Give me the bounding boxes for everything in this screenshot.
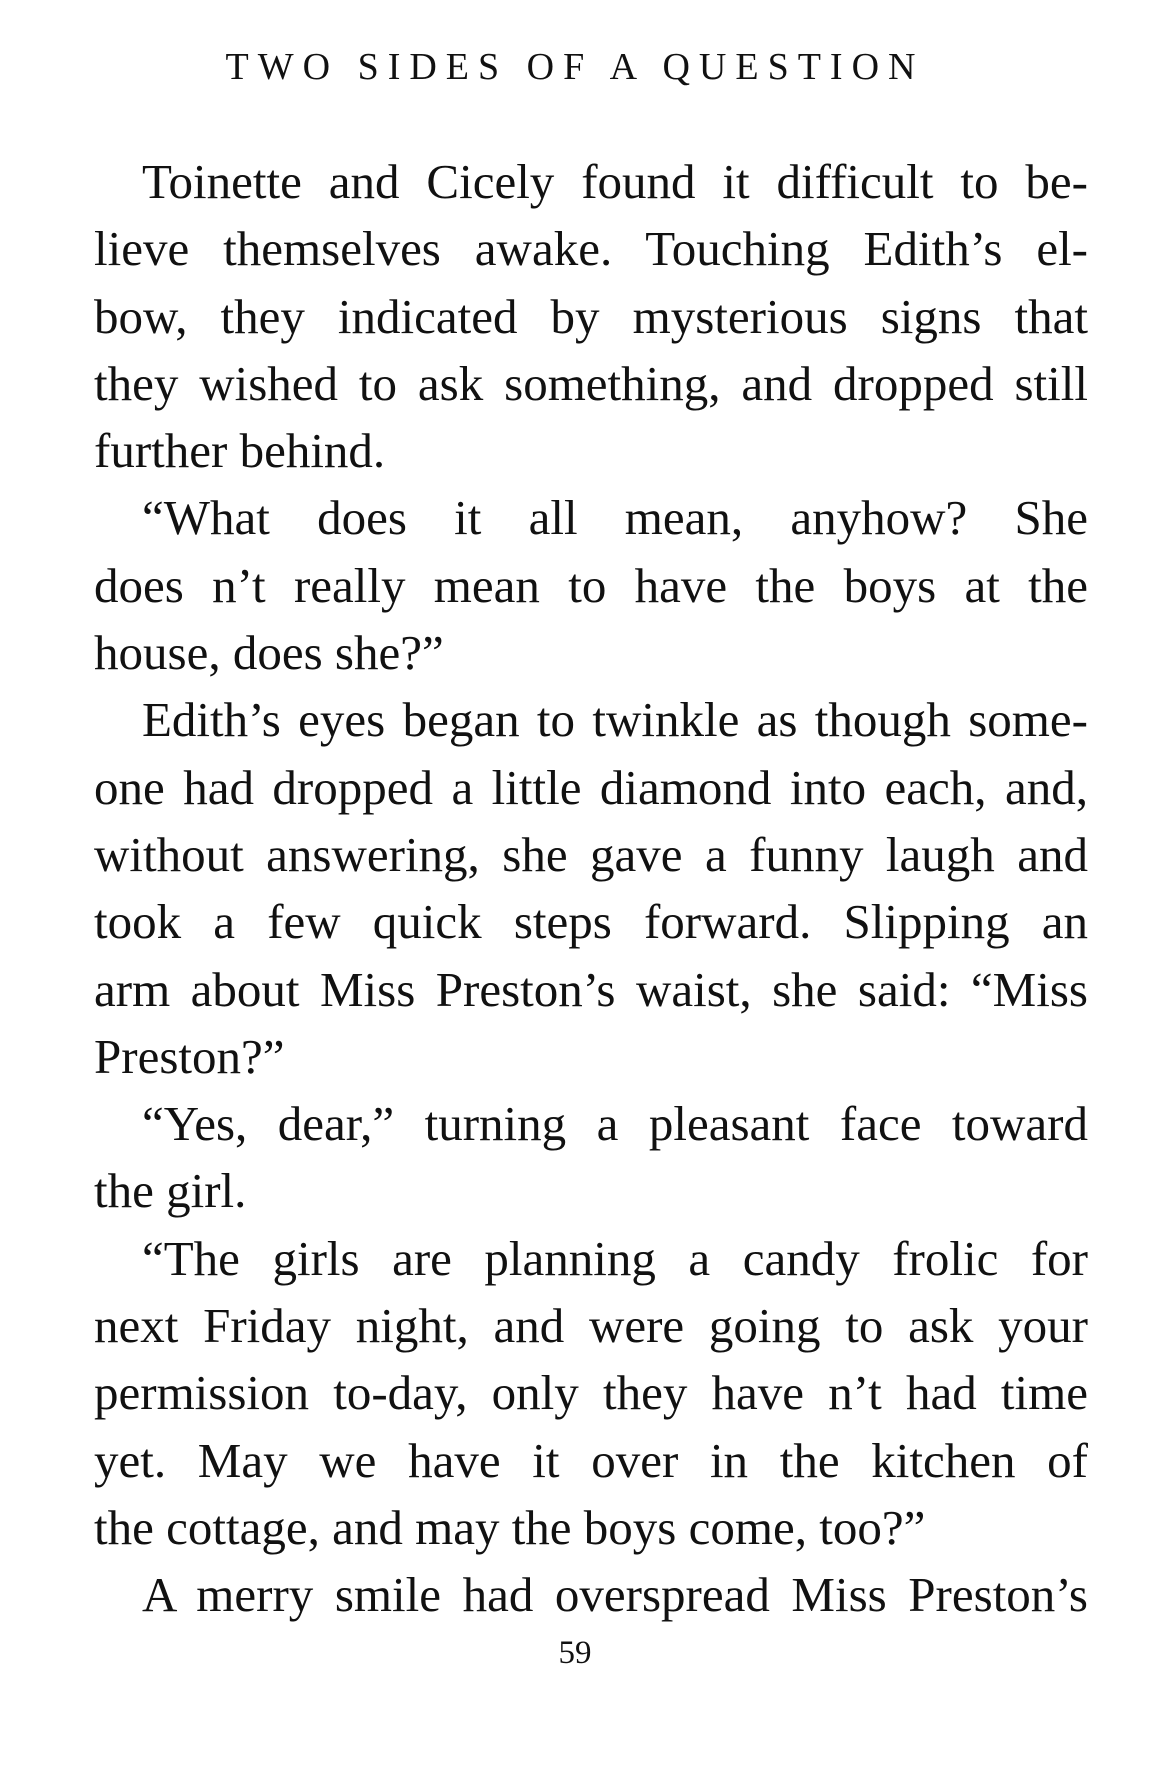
text-line: took a few quick steps forward. Slipping an <box>94 894 1088 950</box>
text-line: the cottage, and may the boys come, too?” <box>94 1499 926 1555</box>
text-line: lieve themselves awake. Touching Edith’s el- <box>94 221 1088 277</box>
text-line: further behind. <box>94 423 386 479</box>
paragraph <box>94 686 1088 1090</box>
text-line: Toinette and Cicely found it difficult to be- <box>142 154 1088 209</box>
paragraph <box>94 1225 1088 1561</box>
text-line: next Friday night, and were going to ask your <box>94 1298 1088 1354</box>
body-text <box>94 148 1088 1629</box>
page-number: 59 <box>558 1635 592 1671</box>
text-line: house, does she?” <box>94 625 444 681</box>
paragraph <box>94 1090 1088 1225</box>
text-line: “Yes, dear,” turning a pleasant face toward <box>142 1096 1088 1152</box>
text-line: the girl. <box>94 1163 247 1219</box>
text-line: permission to-day, only they have n’t had time <box>94 1365 1088 1421</box>
text-line: arm about Miss Preston’s waist, she said: “Miss <box>94 961 1088 1017</box>
running-head: TWO SIDES OF A QUESTION <box>225 46 925 88</box>
paragraph <box>94 484 1088 686</box>
text-line: Edith’s eyes began to twinkle as though some- <box>142 692 1088 748</box>
text-line: Preston?” <box>94 1028 285 1084</box>
text-line: does n’t really mean to have the boys at the <box>94 557 1088 613</box>
text-line: they wished to ask something, and dropped still <box>94 355 1088 411</box>
text-line: bow, they indicated by mysterious signs that <box>94 288 1088 344</box>
text-line: A merry smile had overspread Miss Preston’s <box>142 1567 1088 1623</box>
text-line: one had dropped a little diamond into each, and, <box>94 759 1088 815</box>
paragraph <box>94 148 1088 484</box>
text-line: “The girls are planning a candy frolic for <box>142 1230 1088 1286</box>
text-line: yet. May we have it over in the kitchen of <box>94 1432 1088 1488</box>
paragraph <box>94 1561 1088 1628</box>
text-line: “What does it all mean, anyhow? She <box>142 490 1088 546</box>
text-line: without answering, she gave a funny laugh and <box>94 826 1088 882</box>
